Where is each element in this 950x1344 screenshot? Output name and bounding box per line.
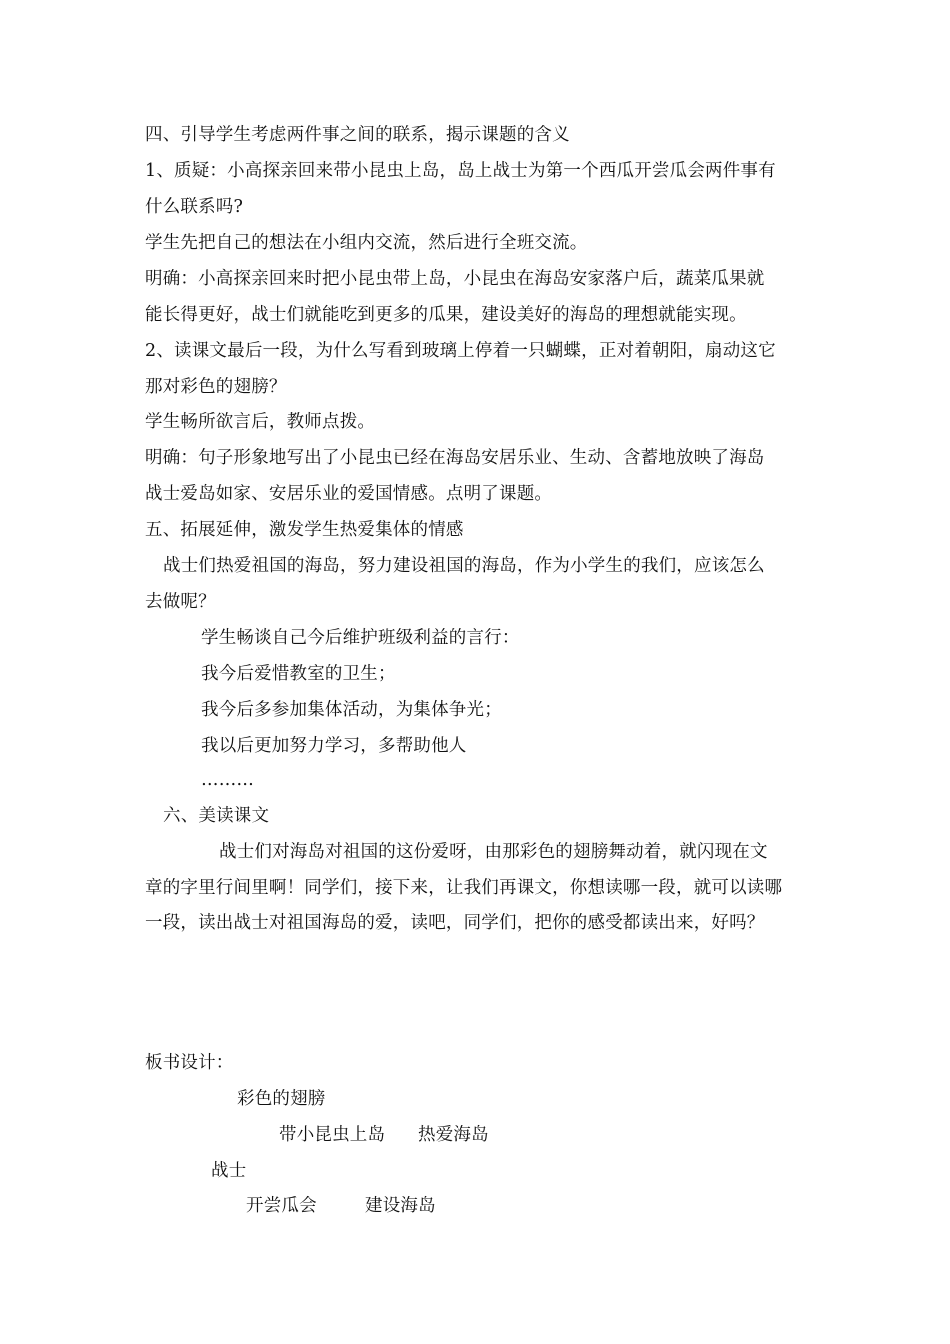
section-4-heading: 四、引导学生考虑两件事之间的联系，揭示课题的含义 bbox=[145, 125, 570, 145]
board-title: 彩色的翅膀 bbox=[237, 1089, 326, 1109]
section-5-heading: 五、拓展延伸，激发学生热爱集体的情感 bbox=[145, 520, 464, 540]
board-item: 建设海岛 bbox=[365, 1196, 436, 1216]
paragraph-line: 一段，读出战士对祖国海岛的爱，读吧，同学们，把你的感受都读出来，好吗？ bbox=[145, 913, 765, 933]
paragraph-line: 2、读课文最后一段，为什么写看到玻璃上停着一只蝴蝶，正对着朝阳，扇动这它 bbox=[145, 341, 776, 361]
paragraph-line: 明确：小高探亲回来时把小昆虫带上岛，小昆虫在海岛安家落户后，蔬菜瓜果就 bbox=[145, 269, 765, 289]
list-item: 我今后爱惜教室的卫生； bbox=[201, 664, 396, 684]
ellipsis: ……… bbox=[201, 770, 255, 790]
paragraph-line: 1、质疑：小高探亲回来带小昆虫上岛，岛上战士为第一个西瓜开尝瓜会两件事有 bbox=[145, 161, 776, 181]
paragraph-line: 学生先把自己的想法在小组内交流，然后进行全班交流。 bbox=[145, 233, 588, 253]
paragraph-line: 学生畅所欲言后，教师点拨。 bbox=[145, 412, 376, 432]
board-item: 带小昆虫上岛 bbox=[279, 1125, 386, 1145]
paragraph-line: 去做呢？ bbox=[145, 592, 216, 612]
list-item: 我以后更加努力学习，多帮助他人 bbox=[201, 736, 467, 756]
paragraph-line: 战士们对海岛对祖国的这份爱呀，由那彩色的翅膀舞动着，就闪现在文 bbox=[219, 842, 768, 862]
board-design-heading: 板书设计： bbox=[145, 1053, 234, 1073]
board-item: 开尝瓜会 bbox=[246, 1196, 317, 1216]
board-item: 热爱海岛 bbox=[418, 1125, 489, 1145]
paragraph-line: 战士爱岛如家、安居乐业的爱国情感。点明了课题。 bbox=[145, 484, 553, 504]
paragraph-line: 战士们热爱祖国的海岛，努力建设祖国的海岛，作为小学生的我们，应该怎么 bbox=[163, 556, 765, 576]
paragraph-line: 学生畅谈自己今后维护班级利益的言行： bbox=[201, 628, 520, 648]
board-subject: 战士 bbox=[211, 1161, 247, 1181]
paragraph-line: 章的字里行间里啊！同学们，接下来，让我们再课文，你想读哪一段，就可以读哪 bbox=[145, 878, 783, 898]
paragraph-line: 那对彩色的翅膀？ bbox=[145, 377, 287, 397]
paragraph-line: 明确：句子形象地写出了小昆虫已经在海岛安居乐业、生动、含蓄地放映了海岛 bbox=[145, 448, 765, 468]
list-item: 我今后多参加集体活动，为集体争光； bbox=[201, 700, 502, 720]
paragraph-line: 什么联系吗? bbox=[145, 197, 244, 217]
paragraph-line: 能长得更好，战士们就能吃到更多的瓜果，建设美好的海岛的理想就能实现。 bbox=[145, 305, 747, 325]
section-6-heading: 六、美读课文 bbox=[163, 806, 270, 826]
